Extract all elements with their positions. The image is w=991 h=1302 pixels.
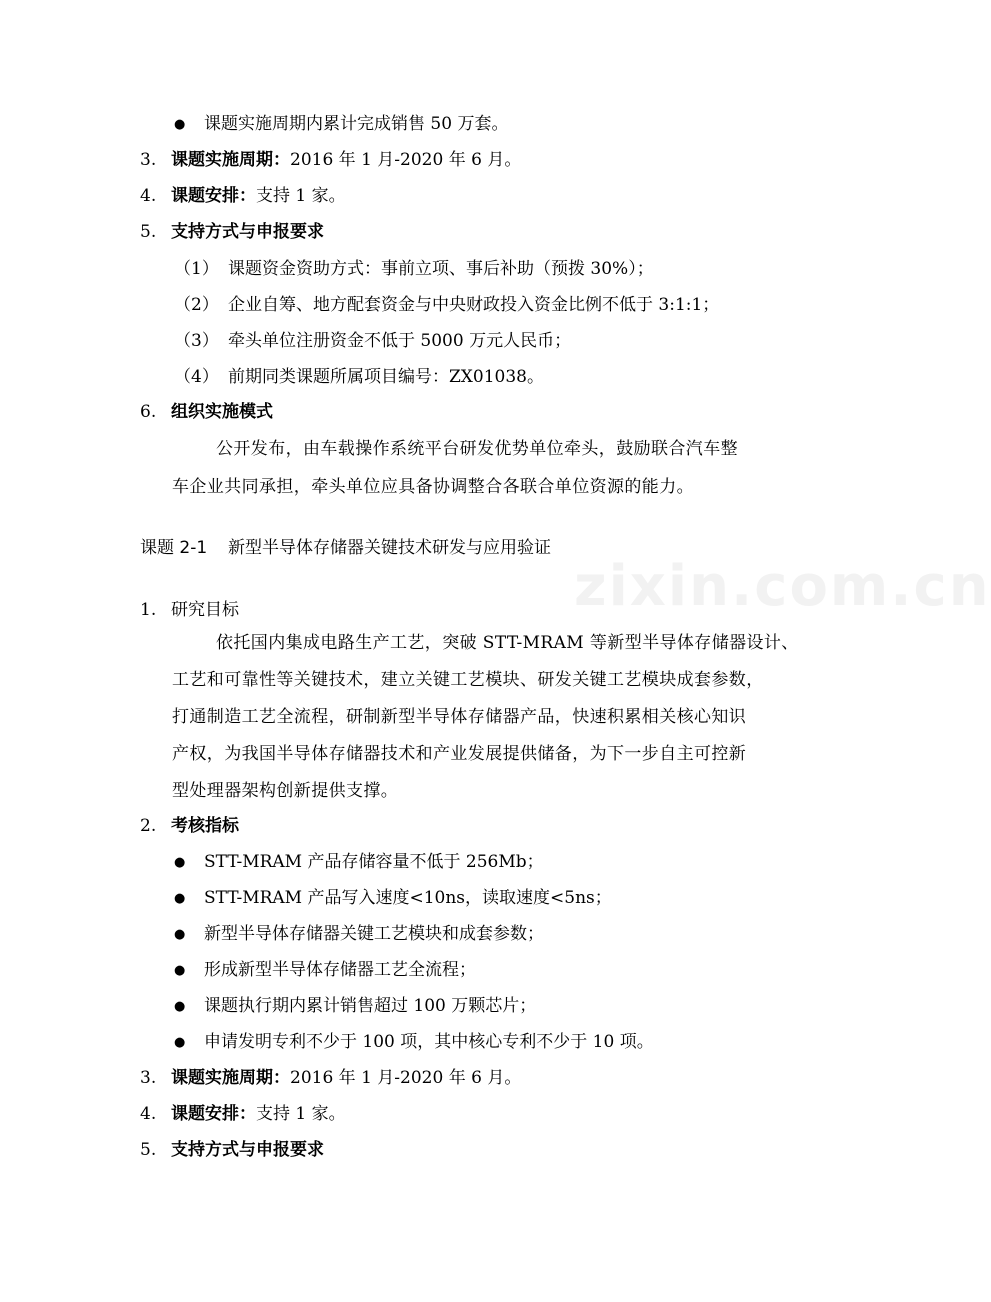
bullet-text: 形成新型半导体存储器工艺全流程； [204, 960, 476, 980]
item-number: 5. [140, 222, 157, 242]
item-text: 2016 年 1 月-2020 年 6 月。 [290, 1068, 522, 1088]
item-number: 6. [140, 402, 157, 422]
bullet-dot-icon: ● [174, 963, 186, 978]
bullet-text: 课题执行期内累计销售超过 100 万颗芯片； [204, 996, 537, 1016]
support-text: 课题资金资助方式：事前立项、事后补助（预拨 30%）； [228, 259, 654, 279]
bullet-dot-icon: ● [174, 855, 186, 870]
support-item [174, 257, 654, 281]
paragraph-line: 打通制造工艺全流程，研制新型半导体存储器产品，快速积累相关核心知识 [172, 707, 747, 727]
item-label: 考核指标 [171, 816, 239, 836]
item-number: 3. [140, 150, 157, 170]
paragraph-line: 车企业共同承担，牵头单位应具备协调整合各联合单位资源的能力。 [172, 477, 694, 497]
item-label: 支持方式与申报要求 [171, 1140, 324, 1160]
paragraph-line: 产权，为我国半导体存储器技术和产业发展提供储备，为下一步自主可控新 [172, 744, 747, 764]
bullet-text: STT-MRAM 产品写入速度<10ns，读取速度<5ns； [204, 888, 612, 908]
bullet-dot-icon: ● [174, 927, 186, 942]
bullet-text: 课题实施周期内累计完成销售 50 万套。 [204, 114, 509, 134]
item-label: 课题实施周期： [171, 150, 290, 170]
bullet-dot-icon: ● [174, 1035, 186, 1050]
support-text: 牵头单位注册资金不低于 5000 万元人民币； [228, 331, 572, 351]
paragraph-line: 公开发布，由车载操作系统平台研发优势单位牵头，鼓励联合汽车整 [216, 439, 738, 459]
item-number: 4. [140, 1104, 157, 1124]
item-number: 1. [140, 600, 157, 620]
support-item [174, 329, 572, 353]
bullet-dot-icon: ● [174, 117, 186, 132]
item-label: 课题实施周期： [171, 1068, 290, 1088]
support-item [174, 293, 720, 317]
item-label: 课题安排： [171, 186, 256, 206]
item-label: 支持方式与申报要求 [171, 222, 324, 242]
support-index: （4） [174, 367, 219, 387]
bullet-dot-icon: ● [174, 891, 186, 906]
item-number: 5. [140, 1140, 157, 1160]
paragraph-line: 依托国内集成电路生产工艺，突破 STT-MRAM 等新型半导体存储器设计、 [216, 633, 799, 653]
support-index: （2） [174, 295, 219, 315]
support-text: 前期同类课题所属项目编号：ZX01038。 [228, 367, 544, 387]
support-text: 企业自筹、地方配套资金与中央财政投入资金比例不低于 3:1:1； [228, 295, 720, 315]
support-index: （1） [174, 259, 219, 279]
item-number: 2. [140, 816, 157, 836]
item-text: 支持 1 家。 [256, 1104, 346, 1124]
item-text: 2016 年 1 月-2020 年 6 月。 [290, 150, 522, 170]
topic-title: 新型半导体存储器关键技术研发与应用验证 [228, 538, 551, 558]
paragraph-line: 工艺和可靠性等关键技术，建立关键工艺模块、研发关键工艺模块成套参数， [172, 670, 764, 690]
support-item [174, 365, 544, 389]
item-label: 研究目标 [171, 600, 239, 620]
bullet-dot-icon: ● [174, 999, 186, 1014]
support-index: （3） [174, 331, 219, 351]
item-number: 3. [140, 1068, 157, 1088]
item-label: 组织实施模式 [171, 402, 273, 422]
bullet-text: 申请发明专利不少于 100 项，其中核心专利不少于 10 项。 [204, 1032, 654, 1052]
bullet-text: STT-MRAM 产品存储容量不低于 256Mb； [204, 852, 544, 872]
item-label: 课题安排： [171, 1104, 256, 1124]
item-number: 4. [140, 186, 157, 206]
watermark: zixin.com.cn [574, 554, 991, 619]
bullet-text: 新型半导体存储器关键工艺模块和成套参数； [204, 924, 544, 944]
item-text: 支持 1 家。 [256, 186, 346, 206]
topic-id: 课题 2-1 [140, 538, 208, 558]
paragraph-line: 型处理器架构创新提供支撑。 [172, 781, 399, 801]
topic-heading [140, 536, 551, 560]
